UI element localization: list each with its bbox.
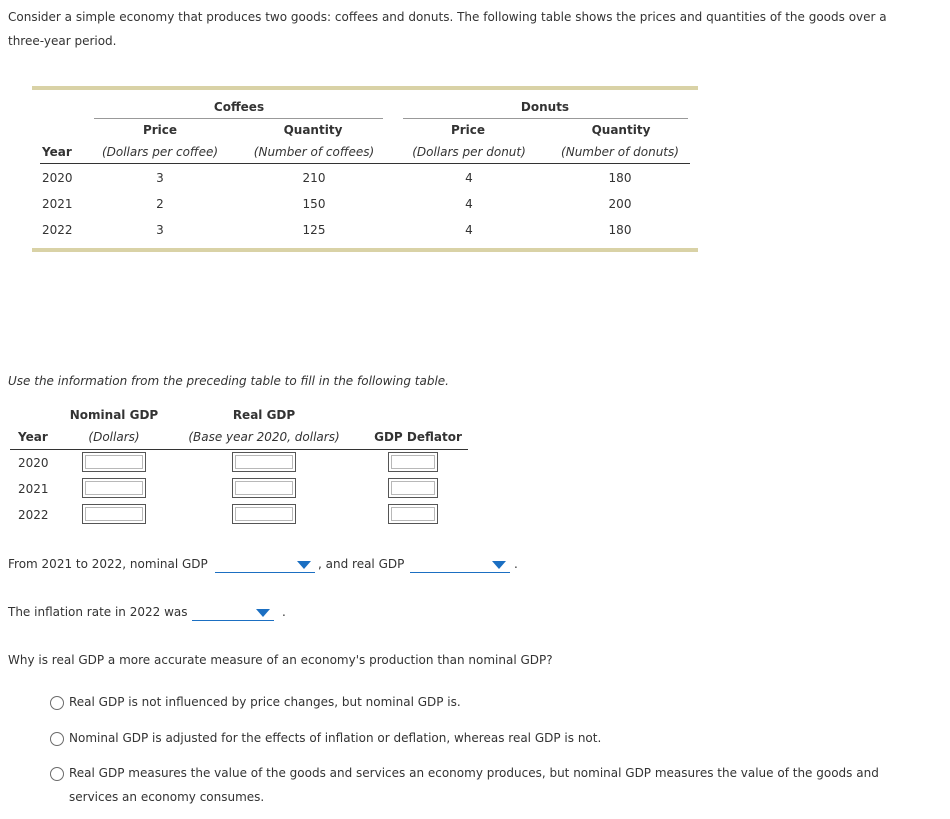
inflation-prompt: The inflation rate in 2022 was [8, 605, 188, 619]
sentence-period: . [282, 605, 286, 619]
nominal-gdp-change-dropdown[interactable] [215, 558, 315, 573]
radio-button[interactable] [50, 696, 64, 710]
coffee-qty-cell: 150 [302, 197, 326, 211]
nominal-gdp-input[interactable] [82, 504, 146, 524]
row-year: 2022 [42, 223, 73, 237]
chevron-down-icon [256, 609, 270, 617]
coffee-qty-cell: 125 [302, 223, 326, 237]
row-year: 2021 [42, 197, 73, 211]
sentence-period: . [514, 557, 518, 571]
table-bottom-bar [32, 248, 698, 252]
col-coffee-qty-unit: (Number of coffees) [253, 145, 375, 159]
radio-button[interactable] [50, 767, 64, 781]
header-rule [40, 163, 690, 164]
gdp-deflator-input[interactable] [388, 504, 438, 524]
donut-qty-cell: 180 [608, 171, 632, 185]
donut-price-cell: 4 [465, 223, 473, 237]
coffees-underline [94, 118, 383, 119]
coffee-qty-cell: 210 [302, 171, 326, 185]
col-nominal: Nominal GDP [69, 408, 159, 422]
col-year: Year [42, 145, 72, 159]
coffee-price-cell: 2 [156, 197, 164, 211]
group-header-donuts: Donuts [520, 100, 570, 114]
intro-text [8, 5, 908, 53]
row-year: 2022 [18, 508, 49, 522]
header-rule [10, 449, 468, 450]
col-deflator: GDP Deflator [374, 430, 462, 444]
row-year: 2020 [18, 456, 49, 470]
col-donut-qty-unit: (Number of donuts) [561, 145, 679, 159]
col-real: Real GDP [232, 408, 296, 422]
gdp-deflator-input[interactable] [388, 452, 438, 472]
intro-line-1: Consider a simple economy that produces two goods: coffees and donuts. The following table shows the prices and quantities of the goods over a [8, 10, 887, 24]
real-gdp-input[interactable] [232, 478, 296, 498]
real-gdp-change-dropdown[interactable] [410, 558, 510, 573]
col-donut-price-unit: (Dollars per donut) [412, 145, 526, 159]
col-donut-qty: Quantity [591, 123, 651, 137]
gdp-deflator-input[interactable] [388, 478, 438, 498]
why-question: Why is real GDP a more accurate measure of an economy's production than nominal GDP? [8, 653, 553, 667]
real-change-prompt: , and real GDP [318, 557, 405, 571]
prices-quantities-table [32, 86, 698, 254]
row-year: 2021 [18, 482, 49, 496]
nominal-change-prompt: From 2021 to 2022, nominal GDP [8, 557, 208, 571]
intro-line-2: three-year period. [8, 34, 117, 48]
table-top-bar [32, 86, 698, 90]
col-coffee-price: Price [142, 123, 178, 137]
donut-qty-cell: 180 [608, 223, 632, 237]
donut-price-cell: 4 [465, 171, 473, 185]
option-label: Nominal GDP is adjusted for the effects of inflation or deflation, whereas real GDP is not. [69, 731, 602, 745]
real-gdp-input[interactable] [232, 504, 296, 524]
chevron-down-icon [492, 561, 506, 569]
option-label: Real GDP is not influenced by price changes, but nominal GDP is. [69, 695, 461, 709]
col-coffee-qty: Quantity [283, 123, 343, 137]
donut-price-cell: 4 [465, 197, 473, 211]
donuts-underline [403, 118, 688, 119]
group-header-coffees: Coffees [213, 100, 265, 114]
option-label-continued: services an economy consumes. [69, 790, 265, 804]
col-nominal-unit: (Dollars) [88, 430, 140, 444]
nominal-gdp-input[interactable] [82, 452, 146, 472]
inflation-rate-dropdown[interactable] [192, 606, 274, 621]
chevron-down-icon [297, 561, 311, 569]
col-real-unit: (Base year 2020, dollars) [188, 430, 340, 444]
donut-qty-cell: 200 [608, 197, 632, 211]
nominal-gdp-input[interactable] [82, 478, 146, 498]
radio-button[interactable] [50, 732, 64, 746]
coffee-price-cell: 3 [156, 223, 164, 237]
col-donut-price: Price [450, 123, 486, 137]
coffee-price-cell: 3 [156, 171, 164, 185]
col-coffee-price-unit: (Dollars per coffee) [101, 145, 219, 159]
option-label: Real GDP measures the value of the goods and services an economy produces, but nominal GDP measures the value of the goods and [69, 766, 879, 780]
real-gdp-input[interactable] [232, 452, 296, 472]
col-year: Year [18, 430, 48, 444]
instruction-text: Use the information from the preceding table to fill in the following table. [8, 374, 449, 388]
gdp-answer-table [8, 404, 478, 534]
row-year: 2020 [42, 171, 73, 185]
